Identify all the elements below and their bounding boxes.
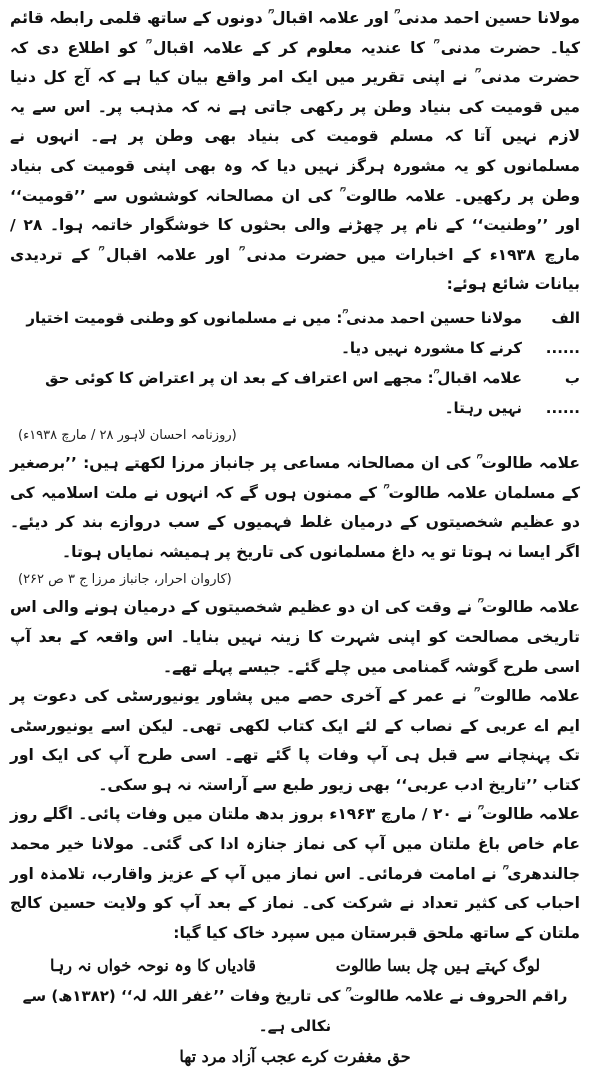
paragraph-books: علامہ طالوت ؒ نے عمر کے آخری حصے میں پشاور یونیورسٹی کی دعوت پر ایم اے عربی کے نصاب کے لئے ایک کتاب لکھی تھی۔ لیکن اسے یونیورسٹی تک پہنچانے سے قبل ہی آپ وفات پا گئے تھے۔ اسی طرح آپ کی ایک اور کتاب ’’تاریخ ادب عربی‘‘ بھی زیور طبع سے آراستہ نہ ہو سکی۔ bbox=[10, 687, 580, 794]
document-page bbox=[10, 4, 580, 1067]
chronogram-note: راقم الحروف نے علامہ طالوت ؒ کی تاریخ وفات ’’غفر اللہ لہ‘‘ (۱۳۸۲ھ) سے نکالی ہے۔ bbox=[22, 987, 568, 1036]
paragraph-modesty: علامہ طالوت ؒ نے وقت کی ان دو عظیم شخصیتوں کے درمیان ہونے والی اس تاریخی مصالحت کو اپنی شہرت کا زینہ نہیں بنایا۔ اس واقعہ کے بعد آپ اسی طرح گوشہ گمنامی میں چلے گئے۔ جیسے پہلے تھے۔ bbox=[10, 598, 580, 676]
statement-text: علامہ اقبال ؒ: مجھے اس اعتراف کے بعد ان پر اعتراض کا کوئی حق نہیں رہتا۔ bbox=[45, 368, 522, 417]
citation-ehsan: (روزنامہ احسان لاہور ۲۸ / مارچ ۱۹۳۸ء) bbox=[18, 427, 237, 443]
statement-item bbox=[10, 303, 580, 363]
statement-item bbox=[10, 363, 580, 423]
statement-marker: الف ...... bbox=[545, 308, 580, 357]
paragraph-janbaz-quote: علامہ طالوت ؒ کی ان مصالحانہ مساعی پر جانباز مرزا لکھتے ہیں: ’’برصغیر کے مسلمان علامہ طالوت ؒ کے ممنون ہوں گے کہ انہوں نے ملت اسلامیہ کی دو عظیم شخصیتوں کے درمیان غلط فہمیوں کے سب دروازے بند کر دیئے۔ اگر ایسا نہ ہوتا تو یہ داغ مسلمانوں کی تاریخ پر ہمیشہ نمایاں ہوتا۔ bbox=[10, 453, 580, 561]
elegy bbox=[10, 950, 580, 1072]
verse-hemistich: قادیاں کا وہ نوحہ خواں نہ رہا bbox=[49, 956, 256, 976]
verse-couplet bbox=[10, 950, 580, 981]
verse-hemistich: لوگ کہتے ہیں چل بسا طالوت bbox=[335, 956, 541, 976]
verse-closing: حق مغفرت کرے عجب آزاد مرد تھا bbox=[179, 1047, 411, 1067]
paragraph-reconciliation: مولانا حسین احمد مدنی ؒ اور علامہ اقبال ؒ دونوں کے ساتھ قلمی رابطہ قائم کیا۔ حضرت مدنی ؒ کا عندیہ معلوم کر کے علامہ اقبال ؒ کو اطلاع دی کہ حضرت مدنی ؒ نے اپنی تقریر میں ایک امر واقع بیان کیا ہے کہ آج کل دنیا میں قومیت کی بنیاد وطن پر رکھی جاتی ہے نہ کہ مذہب پر۔ اس سے یہ لازم نہیں آتا کہ مسلم قومیت کی بنیاد بھی وطن پر ہے۔ انہوں نے مسلمانوں کو یہ مشورہ ہرگز نہیں دیا کہ وہ بھی اپنی قومیت کی بنیاد وطن پر رکھیں۔ علامہ طالوت ؒ کی ان مصالحانہ کوششوں سے ’’قومیت‘‘ اور ’’وطنیت‘‘ کے نام پر چھڑنے والی بحثوں کا خوشگوار خاتمہ ہوا۔ ۲۸ / مارچ ۱۹۳۸ء کے اخبارات میں حضرت مدنی ؒ اور علامہ اقبال ؒ کے تردیدی بیانات شائع ہوئے: bbox=[10, 9, 580, 294]
statements-list bbox=[10, 303, 580, 423]
paragraph-death: علامہ طالوت ؒ نے ۲۰ / مارچ ۱۹۶۳ء بروز بدھ ملتان میں وفات پائی۔ اگلے روز عام خاص باغ ملتان میں آپ کی نماز جنازہ ادا کی گئی۔ مولانا خیر محمد جالندھری ؒ نے امامت فرمائی۔ اس نماز میں آپ کے عزیز واقارب، تلامذہ اور احباب کی کثیر تعداد نے شرکت کی۔ نماز کے بعد آپ کو ولایت حسین کالج ملتان کے ساتھ ملحق قبرستان میں سپرد خاک کیا گیا: bbox=[10, 805, 580, 942]
statement-text: مولانا حسین احمد مدنی ؒ: میں نے مسلمانوں کو وطنی قومیت اختیار کرنے کا مشورہ نہیں دیا۔ bbox=[26, 308, 522, 357]
citation-karwan: (کاروان احرار، جانباز مرزا ج ۳ ص ۲۶۲) bbox=[18, 572, 232, 588]
statement-marker: ب ...... bbox=[545, 368, 580, 417]
